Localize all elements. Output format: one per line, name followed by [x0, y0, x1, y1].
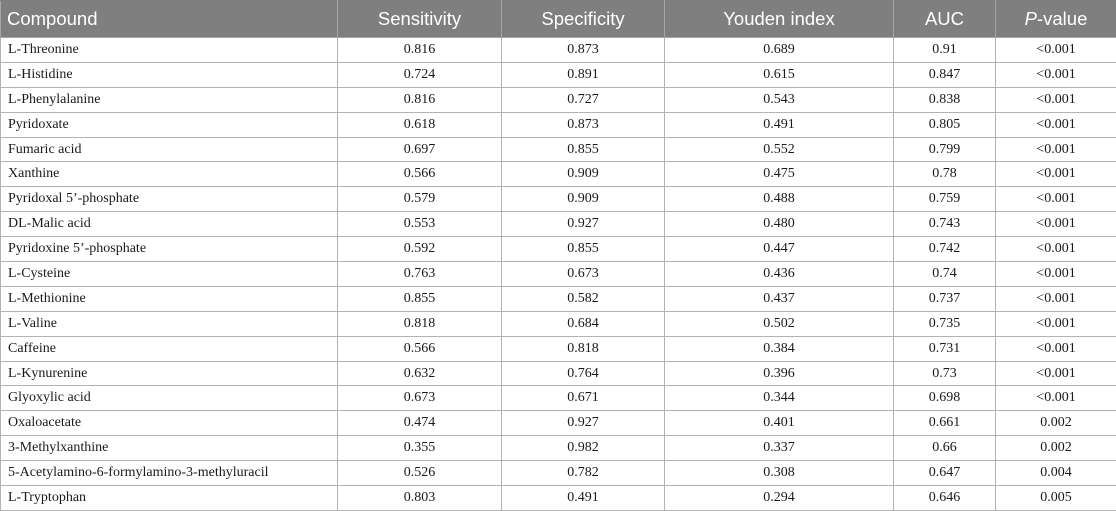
cell-sensitivity: 0.553 — [338, 212, 502, 237]
cell-sensitivity: 0.816 — [338, 87, 502, 112]
table-row — [1, 187, 1116, 212]
cell-youden-index: 0.502 — [665, 311, 894, 336]
cell-youden-index: 0.436 — [665, 262, 894, 287]
cell-youden-index: 0.615 — [665, 62, 894, 87]
cell-specificity: 0.818 — [502, 336, 665, 361]
cell-sensitivity: 0.697 — [338, 137, 502, 162]
cell-auc: 0.735 — [894, 311, 996, 336]
table-row — [1, 262, 1116, 287]
cell-compound: L-Tryptophan — [1, 486, 338, 511]
cell-p-value: <0.001 — [996, 336, 1116, 361]
cell-compound: L-Kynurenine — [1, 361, 338, 386]
cell-sensitivity: 0.355 — [338, 436, 502, 461]
table-row — [1, 62, 1116, 87]
cell-youden-index: 0.447 — [665, 237, 894, 262]
cell-sensitivity: 0.632 — [338, 361, 502, 386]
cell-compound: DL-Malic acid — [1, 212, 338, 237]
cell-sensitivity: 0.474 — [338, 411, 502, 436]
cell-auc: 0.74 — [894, 262, 996, 287]
table-row — [1, 361, 1116, 386]
header-youden-index: Youden index — [665, 1, 894, 38]
cell-specificity: 0.491 — [502, 486, 665, 511]
cell-auc: 0.731 — [894, 336, 996, 361]
cell-compound: L-Methionine — [1, 286, 338, 311]
cell-specificity: 0.927 — [502, 212, 665, 237]
table-row — [1, 336, 1116, 361]
cell-compound: Pyridoxate — [1, 112, 338, 137]
cell-auc: 0.661 — [894, 411, 996, 436]
cell-youden-index: 0.543 — [665, 87, 894, 112]
cell-sensitivity: 0.763 — [338, 262, 502, 287]
cell-p-value: <0.001 — [996, 361, 1116, 386]
cell-youden-index: 0.396 — [665, 361, 894, 386]
cell-compound: 5-Acetylamino-6-formylamino-3-methyluracil — [1, 461, 338, 486]
cell-specificity: 0.909 — [502, 162, 665, 187]
cell-p-value: 0.005 — [996, 486, 1116, 511]
cell-auc: 0.91 — [894, 38, 996, 63]
cell-sensitivity: 0.724 — [338, 62, 502, 87]
table-row — [1, 137, 1116, 162]
cell-youden-index: 0.689 — [665, 38, 894, 63]
cell-compound: L-Histidine — [1, 62, 338, 87]
cell-compound: Oxaloacetate — [1, 411, 338, 436]
cell-auc: 0.698 — [894, 386, 996, 411]
cell-specificity: 0.684 — [502, 311, 665, 336]
cell-youden-index: 0.475 — [665, 162, 894, 187]
cell-specificity: 0.673 — [502, 262, 665, 287]
table-row — [1, 461, 1116, 486]
cell-compound: L-Phenylalanine — [1, 87, 338, 112]
cell-compound: Glyoxylic acid — [1, 386, 338, 411]
cell-auc: 0.742 — [894, 237, 996, 262]
cell-p-value: <0.001 — [996, 137, 1116, 162]
cell-youden-index: 0.308 — [665, 461, 894, 486]
cell-sensitivity: 0.592 — [338, 237, 502, 262]
cell-sensitivity: 0.579 — [338, 187, 502, 212]
cell-specificity: 0.873 — [502, 112, 665, 137]
header-auc: AUC — [894, 1, 996, 38]
cell-p-value: <0.001 — [996, 187, 1116, 212]
cell-auc: 0.66 — [894, 436, 996, 461]
table-row — [1, 38, 1116, 63]
table-body — [1, 38, 1116, 511]
cell-youden-index: 0.491 — [665, 112, 894, 137]
cell-auc: 0.646 — [894, 486, 996, 511]
table-header — [1, 1, 1116, 38]
cell-sensitivity: 0.855 — [338, 286, 502, 311]
header-row — [1, 1, 1116, 38]
cell-p-value: 0.002 — [996, 411, 1116, 436]
header-value-suffix: -value — [1036, 8, 1088, 29]
header-specificity: Specificity — [502, 1, 665, 38]
cell-compound: Xanthine — [1, 162, 338, 187]
cell-compound: L-Threonine — [1, 38, 338, 63]
cell-compound: Fumaric acid — [1, 137, 338, 162]
cell-specificity: 0.671 — [502, 386, 665, 411]
cell-specificity: 0.582 — [502, 286, 665, 311]
cell-p-value: <0.001 — [996, 212, 1116, 237]
table-row — [1, 411, 1116, 436]
cell-youden-index: 0.344 — [665, 386, 894, 411]
cell-p-value: <0.001 — [996, 38, 1116, 63]
table-row — [1, 286, 1116, 311]
cell-sensitivity: 0.673 — [338, 386, 502, 411]
table-row — [1, 486, 1116, 511]
cell-specificity: 0.873 — [502, 38, 665, 63]
cell-youden-index: 0.294 — [665, 486, 894, 511]
cell-specificity: 0.727 — [502, 87, 665, 112]
table-row — [1, 162, 1116, 187]
cell-sensitivity: 0.803 — [338, 486, 502, 511]
cell-compound: 3-Methylxanthine — [1, 436, 338, 461]
cell-auc: 0.805 — [894, 112, 996, 137]
cell-p-value: 0.002 — [996, 436, 1116, 461]
cell-p-value: <0.001 — [996, 286, 1116, 311]
table-row — [1, 436, 1116, 461]
cell-sensitivity: 0.566 — [338, 162, 502, 187]
cell-auc: 0.847 — [894, 62, 996, 87]
cell-auc: 0.737 — [894, 286, 996, 311]
cell-p-value: <0.001 — [996, 87, 1116, 112]
cell-compound: Caffeine — [1, 336, 338, 361]
cell-p-value: <0.001 — [996, 262, 1116, 287]
cell-compound: L-Cysteine — [1, 262, 338, 287]
header-compound: Compound — [1, 1, 338, 38]
cell-sensitivity: 0.818 — [338, 311, 502, 336]
header-sensitivity: Sensitivity — [338, 1, 502, 38]
table-row — [1, 237, 1116, 262]
header-p-value — [996, 1, 1116, 38]
cell-auc: 0.647 — [894, 461, 996, 486]
cell-auc: 0.78 — [894, 162, 996, 187]
cell-auc: 0.73 — [894, 361, 996, 386]
cell-sensitivity: 0.816 — [338, 38, 502, 63]
cell-youden-index: 0.480 — [665, 212, 894, 237]
table-row — [1, 87, 1116, 112]
cell-compound: Pyridoxine 5’-phosphate — [1, 237, 338, 262]
cell-p-value: <0.001 — [996, 386, 1116, 411]
cell-youden-index: 0.401 — [665, 411, 894, 436]
cell-youden-index: 0.384 — [665, 336, 894, 361]
cell-specificity: 0.855 — [502, 137, 665, 162]
cell-auc: 0.838 — [894, 87, 996, 112]
cell-specificity: 0.782 — [502, 461, 665, 486]
cell-p-value: <0.001 — [996, 162, 1116, 187]
table-row — [1, 112, 1116, 137]
cell-compound: Pyridoxal 5’-phosphate — [1, 187, 338, 212]
cell-youden-index: 0.552 — [665, 137, 894, 162]
cell-youden-index: 0.437 — [665, 286, 894, 311]
table-row — [1, 212, 1116, 237]
table-row — [1, 386, 1116, 411]
cell-youden-index: 0.337 — [665, 436, 894, 461]
table-row — [1, 311, 1116, 336]
cell-specificity: 0.982 — [502, 436, 665, 461]
cell-specificity: 0.855 — [502, 237, 665, 262]
cell-specificity: 0.927 — [502, 411, 665, 436]
cell-sensitivity: 0.566 — [338, 336, 502, 361]
cell-compound: L-Valine — [1, 311, 338, 336]
cell-specificity: 0.909 — [502, 187, 665, 212]
cell-p-value: <0.001 — [996, 311, 1116, 336]
cell-sensitivity: 0.618 — [338, 112, 502, 137]
cell-auc: 0.759 — [894, 187, 996, 212]
cell-sensitivity: 0.526 — [338, 461, 502, 486]
cell-specificity: 0.764 — [502, 361, 665, 386]
cell-p-value: <0.001 — [996, 112, 1116, 137]
header-p-letter: P — [1024, 8, 1037, 29]
cell-specificity: 0.891 — [502, 62, 665, 87]
cell-auc: 0.799 — [894, 137, 996, 162]
cell-p-value: <0.001 — [996, 62, 1116, 87]
cell-auc: 0.743 — [894, 212, 996, 237]
cell-p-value: 0.004 — [996, 461, 1116, 486]
cell-youden-index: 0.488 — [665, 187, 894, 212]
cell-p-value: <0.001 — [996, 237, 1116, 262]
